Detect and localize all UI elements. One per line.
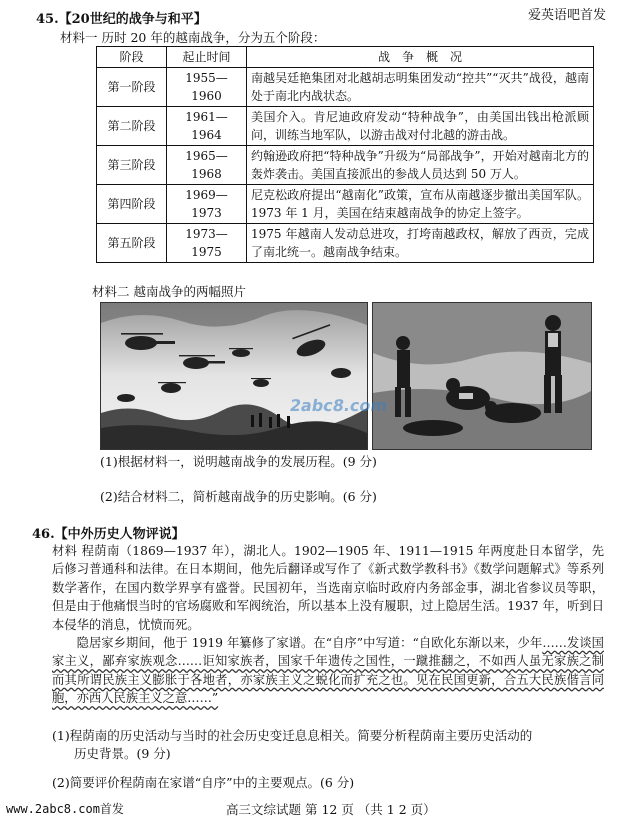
soldiers-photo xyxy=(372,302,592,450)
material-1-intro: 材料一 历时 20 年的越南战争，分为五个阶段： xyxy=(60,30,326,45)
header-stage: 阶段 xyxy=(97,47,167,68)
question-46-heading: 46.【中外历史人物评说】 xyxy=(32,527,185,542)
table-row xyxy=(97,185,594,224)
overview-cell: 1975 年越南人发动总进攻，打垮南越政权，解放了西贡，完成了南北统一。越南战争结束。 xyxy=(247,224,594,263)
overview-cell: 约翰逊政府把“特种战争”升级为“局部战争”，开始对越南北方的轰炸袭击。美国直接派出的参战人员达到 50 万人。 xyxy=(247,146,594,185)
watermark-header: 爱英语吧首发 xyxy=(527,8,606,23)
material-2-intro: 材料二 越南战争的两幅照片 xyxy=(92,284,246,299)
footer-site: www.2abc8.com首发 xyxy=(6,802,124,816)
stage-cell: 第三阶段 xyxy=(97,146,167,185)
overview-cell: 尼克松政府提出“越南化”政策，宣布从南越逐步撤出美国军队。1973 年 1 月，美国在结束越南战争的协定上签字。 xyxy=(247,185,594,224)
helicopter-photo-image xyxy=(101,303,367,449)
period-cell: 1955—1960 xyxy=(167,68,247,107)
table-row xyxy=(97,68,594,107)
helicopter-photo xyxy=(100,302,368,450)
photo-watermark: 2abc8.com xyxy=(288,396,389,415)
paragraph-2-lead: 隐居家乡期间，他于 1919 年纂修了家谱。在“自序”中写道：“自欧化东渐以来，少年 xyxy=(76,636,543,650)
table-row xyxy=(97,224,594,263)
period-cell: 1961—1964 xyxy=(167,107,247,146)
question-45-1: (1)根据材料一，说明越南战争的发展历程。(9 分) xyxy=(100,454,377,469)
vietnam-war-stages-table xyxy=(96,46,594,263)
question-46-1-line-b: 历史背景。(9 分) xyxy=(74,746,171,761)
stage-cell: 第五阶段 xyxy=(97,224,167,263)
table-header-row xyxy=(97,47,594,68)
table-row xyxy=(97,107,594,146)
header-overview: 战 争 概 况 xyxy=(247,47,594,68)
question-46-1-line-a: (1)程荫南的历史活动与当时的社会历史变迁息息相关。简要分析程荫南主要历史活动的 xyxy=(52,728,533,743)
stage-cell: 第四阶段 xyxy=(97,185,167,224)
question-45-heading: 45.【20世纪的战争与和平】 xyxy=(36,12,207,27)
question-45-2: (2)结合材料二，简析越南战争的历史影响。(6 分) xyxy=(100,489,377,504)
stage-cell: 第一阶段 xyxy=(97,68,167,107)
period-cell: 1973—1975 xyxy=(167,224,247,263)
material-paragraph-1: 材料 程荫南（1869—1937 年），湖北人。1902—1905 年、1911—1915 年两度赴日本留学，先后修习普通科和法律。在日本期间，他先后翻译或写作了《新式数学教科书》《数学问题解式》等系列数学著作，在国内数学界享有盛誉。民国初年，当选南京临时政府内务部金事，湖北省参议员等职，但是由于他痛恨当时的官场腐败和军阀统治，所以基本上没有履职，过上隐居生活。1937 年，听到日本侵华的消息，忧愤而死。 xyxy=(52,544,604,632)
period-cell: 1969—1973 xyxy=(167,185,247,224)
header-period: 起止时间 xyxy=(167,47,247,68)
period-cell: 1965—1968 xyxy=(167,146,247,185)
footer-page-number: 高三文综试题 第 12 页 （共 1 2 页） xyxy=(226,802,436,817)
overview-cell: 南越吴廷艳集团对北越胡志明集团发动“控共”“灭共”战役，越南处于南北内战状态。 xyxy=(247,68,594,107)
soldiers-photo-image xyxy=(373,303,591,449)
table-row xyxy=(97,146,594,185)
question-46-2: (2)简要评价程荫南在家谱“自序”中的主要观点。(6 分) xyxy=(52,775,355,790)
overview-cell: 美国介入。肯尼迪政府发动“特种战争”，由美国出钱出枪派顾问，训练当地军队，以游击战对付北越的游击战。 xyxy=(247,107,594,146)
paragraph-2-quote: ……发谈国家主义，鄙弃家族观念……讵知家族者，国家千年遗传之国性，一蹴推翻之，不如西人虽无家族之制而其所谓民族主义膨胀于各地者，亦家族主义之蜕化而扩充之也。见在民国更新，合五大民族偕言同胞，亦西人民族主义之意……” xyxy=(52,636,604,706)
stage-cell: 第二阶段 xyxy=(97,107,167,146)
material-paragraph-2 xyxy=(52,634,604,708)
